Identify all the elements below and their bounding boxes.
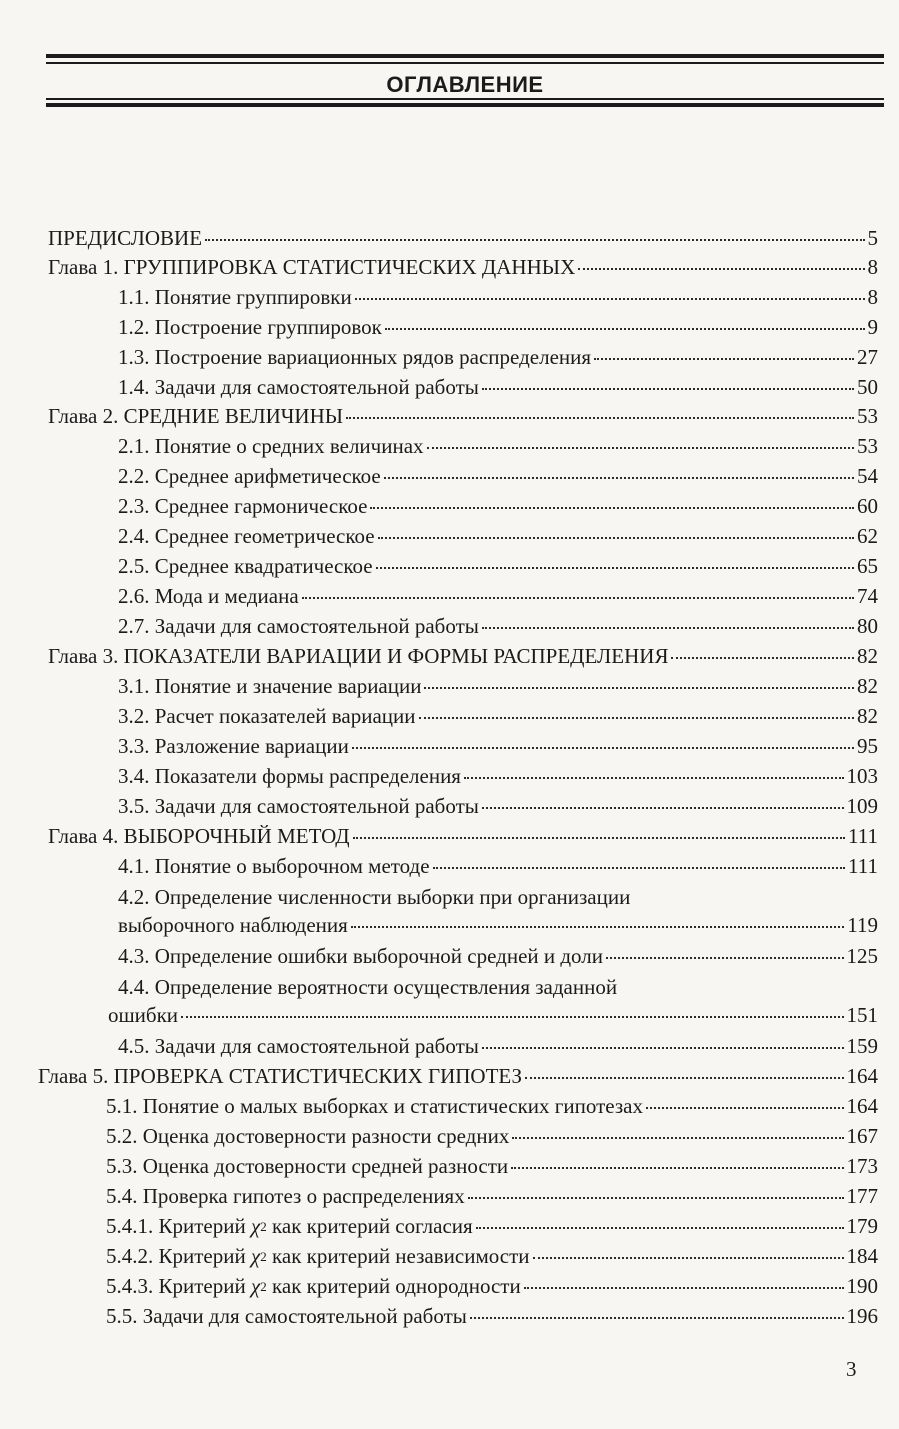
toc-page: 177	[846, 1184, 878, 1208]
toc-title: 4.4. Определение вероятности осуществления заданной	[118, 975, 618, 999]
toc-page: 62	[857, 524, 878, 548]
toc-entry	[48, 252, 878, 282]
toc-page: 164	[846, 1064, 878, 1088]
toc-page: 164	[846, 1094, 878, 1118]
toc-title: 1.3. Построение вариационных рядов распределения	[118, 345, 592, 369]
toc-title: 3.1. Понятие и значение вариации	[118, 674, 422, 698]
toc-page: 111	[848, 824, 878, 848]
toc-entry	[106, 1241, 878, 1271]
toc-entry	[118, 551, 878, 581]
toc-title	[106, 1211, 473, 1244]
leader-dots	[476, 1227, 844, 1229]
toc-title-cont: ошибки	[108, 1003, 179, 1027]
leader-dots	[181, 1016, 843, 1018]
leader-dots	[353, 837, 845, 839]
superscript: 2	[260, 1279, 267, 1294]
toc-page: 9	[867, 315, 878, 339]
toc-title: ПРЕДИСЛОВИЕ	[48, 226, 203, 250]
toc-title: 2.1. Понятие о средних величинах	[118, 434, 424, 458]
header-rule	[46, 62, 884, 64]
toc-page: 179	[846, 1214, 878, 1238]
leader-dots	[376, 567, 854, 569]
toc-entry	[118, 851, 878, 881]
header-rule	[46, 103, 884, 107]
page-title: ОГЛАВЛЕНИЕ	[386, 72, 544, 97]
toc-title-pre: 5.4.2. Критерий	[106, 1244, 246, 1268]
toc-page: 50	[857, 375, 878, 399]
toc-page: 119	[847, 913, 878, 937]
toc-entry	[118, 491, 878, 521]
toc-page: 125	[846, 944, 878, 968]
leader-dots	[351, 926, 844, 928]
leader-dots	[346, 417, 854, 419]
toc-title: Глава 3. ПОКАЗАТЕЛИ ВАРИАЦИИ И ФОРМЫ РАСПРЕДЕЛЕНИЯ	[48, 644, 669, 668]
toc-title-post: как критерий независимости	[271, 1244, 530, 1268]
toc-entry	[48, 223, 878, 253]
toc-entry	[118, 761, 878, 791]
toc-page: 8	[867, 285, 878, 309]
toc-title-post: как критерий однородности	[271, 1274, 521, 1298]
toc-page: 53	[857, 404, 878, 428]
toc-entry	[106, 1181, 878, 1211]
leader-dots	[511, 1167, 843, 1169]
toc-page: 82	[857, 674, 878, 698]
leader-dots	[419, 717, 855, 719]
toc-page: 53	[857, 434, 878, 458]
toc-entry	[118, 312, 878, 342]
superscript: 2	[260, 1249, 267, 1264]
toc-page: 103	[846, 764, 878, 788]
toc-entry	[118, 372, 878, 402]
toc-entry	[118, 941, 878, 971]
toc-title: 2.4. Среднее геометрическое	[118, 524, 375, 548]
toc-entry	[48, 641, 878, 671]
toc-title-pre: 5.4.3. Критерий	[106, 1274, 246, 1298]
toc-page: 111	[848, 854, 878, 878]
toc-entry	[106, 1091, 878, 1121]
toc-page: 74	[857, 584, 878, 608]
toc-entry	[118, 431, 878, 461]
leader-dots	[352, 747, 854, 749]
leader-dots	[525, 1077, 843, 1079]
toc-entry	[38, 1061, 878, 1091]
toc-entry	[106, 1121, 878, 1151]
leader-dots	[378, 537, 854, 539]
leader-dots	[482, 807, 844, 809]
chi-symbol: χ	[250, 1274, 261, 1298]
toc-entry	[118, 1031, 878, 1061]
toc-page: 95	[857, 734, 878, 758]
toc-entry	[48, 401, 878, 431]
toc-title: Глава 5. ПРОВЕРКА СТАТИСТИЧЕСКИХ ГИПОТЕЗ	[38, 1064, 523, 1088]
header-rule	[46, 54, 884, 58]
leader-dots	[524, 1287, 844, 1289]
toc-title: 3.2. Расчет показателей вариации	[118, 704, 416, 728]
leader-dots	[482, 627, 854, 629]
leader-dots	[671, 657, 854, 659]
leader-dots	[482, 1047, 844, 1049]
toc-entry	[106, 1301, 878, 1331]
toc-entry	[118, 581, 878, 611]
toc-page: 8	[867, 255, 878, 279]
toc-title-pre: 5.4.1. Критерий	[106, 1214, 246, 1238]
header-rule	[46, 98, 884, 100]
toc-title-post: как критерий согласия	[271, 1214, 473, 1238]
leader-dots	[370, 507, 854, 509]
toc-page: 190	[846, 1274, 878, 1298]
toc-title	[106, 1271, 521, 1304]
leader-dots	[427, 447, 854, 449]
toc-entry	[118, 461, 878, 491]
toc-page: 54	[857, 464, 878, 488]
toc-title: 3.3. Разложение вариации	[118, 734, 349, 758]
toc-page: 60	[857, 494, 878, 518]
toc-page: 65	[857, 554, 878, 578]
toc-title: 2.3. Среднее гармоническое	[118, 494, 368, 518]
toc-entry	[118, 671, 878, 701]
toc-page: 5	[867, 226, 878, 250]
toc-page: 173	[846, 1154, 878, 1178]
toc-page: 27	[857, 345, 878, 369]
toc-title: 1.1. Понятие группировки	[118, 285, 352, 309]
leader-dots	[424, 687, 854, 689]
toc-title: 5.5. Задачи для самостоятельной работы	[106, 1304, 467, 1328]
toc-title: 5.4. Проверка гипотез о распределениях	[106, 1184, 465, 1208]
toc-entry	[118, 791, 878, 821]
leader-dots	[606, 957, 844, 959]
leader-dots	[578, 268, 864, 270]
leader-dots	[433, 867, 845, 869]
toc-entry	[108, 973, 878, 1029]
leader-dots	[482, 388, 854, 390]
toc-title: 5.1. Понятие о малых выборках и статистических гипотезах	[106, 1094, 643, 1118]
leader-dots	[302, 597, 854, 599]
toc-title: 2.5. Среднее квадратическое	[118, 554, 373, 578]
toc-title: Глава 2. СРЕДНИЕ ВЕЛИЧИНЫ	[48, 404, 344, 428]
toc-entry	[48, 821, 878, 851]
header-band	[46, 54, 884, 108]
toc-title: 4.1. Понятие о выборочном методе	[118, 854, 430, 878]
leader-dots	[470, 1317, 844, 1319]
toc-page: 82	[857, 644, 878, 668]
toc-title: 2.2. Среднее арифметическое	[118, 464, 381, 488]
toc-entry	[106, 1211, 878, 1241]
toc-page: 196	[846, 1304, 878, 1328]
toc-entry	[118, 342, 878, 372]
toc-title	[106, 1241, 530, 1274]
toc-entry	[118, 731, 878, 761]
toc-title: 1.4. Задачи для самостоятельной работы	[118, 375, 479, 399]
leader-dots	[533, 1257, 844, 1259]
leader-dots	[464, 777, 844, 779]
toc-title: 4.5. Задачи для самостоятельной работы	[118, 1034, 479, 1058]
toc-title: 4.2. Определение численности выборки при организации	[118, 885, 631, 909]
chi-symbol: χ	[250, 1244, 261, 1268]
toc-entry	[106, 1151, 878, 1181]
toc-title: 4.3. Определение ошибки выборочной средней и доли	[118, 944, 603, 968]
toc-page: 167	[846, 1124, 878, 1148]
toc-page: 184	[846, 1244, 878, 1268]
leader-dots	[384, 477, 854, 479]
toc-entry	[118, 521, 878, 551]
toc-entry	[118, 701, 878, 731]
toc-title: 2.7. Задачи для самостоятельной работы	[118, 614, 479, 638]
leader-dots	[646, 1107, 844, 1109]
leader-dots	[594, 358, 854, 360]
toc-title: Глава 1. ГРУППИРОВКА СТАТИСТИЧЕСКИХ ДАННЫХ	[48, 255, 576, 279]
leader-dots	[355, 298, 865, 300]
toc-title: Глава 4. ВЫБОРОЧНЫЙ МЕТОД	[48, 824, 350, 848]
leader-dots	[205, 239, 864, 241]
toc-title: 5.3. Оценка достоверности средней разности	[106, 1154, 509, 1178]
toc-entry	[106, 1271, 878, 1301]
toc-entry	[118, 282, 878, 312]
toc-page: 159	[846, 1034, 878, 1058]
toc-title: 3.4. Показатели формы распределения	[118, 764, 461, 788]
toc-page: 82	[857, 704, 878, 728]
leader-dots	[468, 1197, 844, 1199]
toc-page: 151	[846, 1003, 878, 1027]
leader-dots	[512, 1137, 843, 1139]
toc-entry	[118, 883, 878, 939]
toc-title: 3.5. Задачи для самостоятельной работы	[118, 794, 479, 818]
toc-title: 2.6. Мода и медиана	[118, 584, 299, 608]
superscript: 2	[260, 1219, 267, 1234]
toc-entry	[118, 611, 878, 641]
toc-title: 1.2. Построение группировок	[118, 315, 382, 339]
page-number: 3	[846, 1357, 857, 1381]
chi-symbol: χ	[250, 1214, 261, 1238]
toc-page: 109	[846, 794, 878, 818]
toc-page: 80	[857, 614, 878, 638]
leader-dots	[385, 328, 865, 330]
toc-title: 5.2. Оценка достоверности разности средних	[106, 1124, 510, 1148]
toc-title-cont: выборочного наблюдения	[118, 913, 348, 937]
